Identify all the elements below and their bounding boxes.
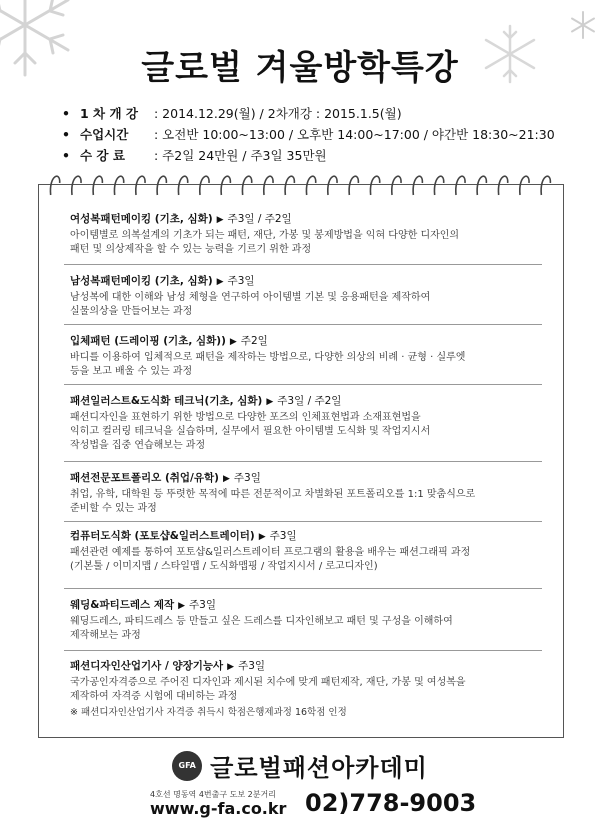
spiral-ring xyxy=(392,176,401,195)
course-desc-line: 패션관련 예제를 통하여 포토샵&일러스트레이터 프로그램의 활용을 배우는 패션그래픽 과정 xyxy=(70,547,471,558)
course-mens-pattern xyxy=(70,273,540,319)
course-draping xyxy=(70,333,540,379)
divider xyxy=(64,324,542,325)
page-title: 글로벌 겨울방학특강 xyxy=(141,48,459,88)
academy-name: 글로벌패션아카데미 xyxy=(210,754,428,782)
course-duration: 주2일 xyxy=(240,335,268,347)
spiral-ring xyxy=(50,176,59,195)
spiral-ring xyxy=(413,176,422,195)
course-desc-line: 국가공인자격증으로 주어진 디자인과 제시된 치수에 맞게 패턴제작, 재단, 가봉 및 여성복을 xyxy=(70,677,466,688)
course-name: 여성복패턴메이킹 (기초, 심화) xyxy=(70,213,213,225)
divider xyxy=(64,588,542,589)
arrow-icon: ▶ xyxy=(216,277,224,287)
course-illustration xyxy=(70,393,540,453)
spiral-ring xyxy=(434,176,443,195)
course-desc-line: 패턴 및 의상제작을 할 수 있는 능력을 기르기 위한 과정 xyxy=(70,244,312,255)
arrow-icon: ▶ xyxy=(266,397,274,407)
course-desc-line: 준비할 수 있는 과정 xyxy=(70,503,157,514)
course-duration: 주3일 xyxy=(233,472,261,484)
course-duration: 주3일 / 주2일 xyxy=(277,395,342,407)
course-desc-line: 취업, 유학, 대학원 등 뚜렷한 목적에 따른 전문적이고 차별화된 포트폴리오를 1:1 맞춤식으로 xyxy=(70,489,476,500)
spiral-ring xyxy=(349,176,358,195)
divider xyxy=(64,521,542,522)
course-duration: 주3일 xyxy=(189,599,216,611)
course-name: 웨딩&파티드레스 제작 xyxy=(70,599,175,611)
info-row-tuition xyxy=(62,146,327,164)
info-label: 수업시간 xyxy=(80,127,129,142)
course-certificate xyxy=(70,658,540,718)
course-duration: 주3일 xyxy=(227,275,255,287)
info-label: 수 강 료 xyxy=(80,148,125,163)
course-desc-line: 실물의상을 만들어보는 과정 xyxy=(70,306,193,317)
spiral-ring xyxy=(306,176,315,195)
course-name: 패션일러스트&도식화 테크닉(기초, 심화) xyxy=(70,395,263,407)
course-desc-line: 바디를 이용하여 입체적으로 패턴을 제작하는 방법으로, 다양한 의상의 비례 · 균형 · 실루엣 xyxy=(70,352,466,363)
info-row-start-date xyxy=(62,104,402,122)
gfa-logo-icon: GFA xyxy=(172,751,202,781)
course-desc-line: 제작하여 자격증 시험에 대비하는 과정 xyxy=(70,691,238,702)
spiral-ring xyxy=(498,176,507,195)
course-duration: 주3일 xyxy=(269,530,297,542)
arrow-icon: ▶ xyxy=(178,601,186,611)
spiral-ring xyxy=(285,176,294,195)
course-name: 입체패턴 (드레이핑 (기초, 심화)) xyxy=(70,335,226,347)
spiral-ring xyxy=(477,176,486,195)
info-value: : 주2일 24만원 / 주3일 35만원 xyxy=(154,148,327,163)
spiral-ring xyxy=(200,176,209,195)
bullet: • xyxy=(62,127,70,142)
spiral-ring xyxy=(370,176,379,195)
course-desc-line: 패션디자인을 표현하기 위한 방법으로 다양한 포즈의 인체표현법과 소재표현법을 xyxy=(70,412,421,423)
course-desc-line: 익히고 컬러링 테크닉을 실습하며, 실무에서 필요한 아이템별 도식화 및 작업지시서 xyxy=(70,426,431,437)
course-duration: 주3일 / 주2일 xyxy=(227,213,292,225)
course-desc-line: 아이템별로 의복설계의 기초가 되는 패턴, 재단, 가봉 및 봉제방법을 익혀 다양한 디자인의 xyxy=(70,230,460,241)
arrow-icon: ▶ xyxy=(258,532,266,542)
arrow-icon: ▶ xyxy=(216,215,224,225)
course-desc-line: 등을 보고 배울 수 있는 과정 xyxy=(70,366,193,377)
course-wedding-dress xyxy=(70,597,540,643)
arrow-icon: ▶ xyxy=(229,337,237,347)
info-row-class-time xyxy=(62,125,555,143)
spiral-ring xyxy=(328,176,337,195)
course-desc-line: 작성법을 집중 연습해보는 과정 xyxy=(70,440,206,451)
spiral-ring xyxy=(456,176,465,195)
arrow-icon: ▶ xyxy=(222,474,230,484)
snowflake-icon-small xyxy=(568,10,598,40)
info-label: 1 차 개 강 xyxy=(80,106,138,121)
course-name: 패션전문포트폴리오 (취업/유학) xyxy=(70,472,219,484)
divider xyxy=(64,461,542,462)
course-desc-line: 제작해보는 과정 xyxy=(70,630,141,641)
phone-number: 02)778-9003 xyxy=(305,789,477,817)
website-link[interactable]: www.g-fa.co.kr xyxy=(150,799,287,818)
course-desc-line: 웨딩드레스, 파티드레스 등 만들고 싶은 드레스를 디자인해보고 패턴 및 구성을 이해하여 xyxy=(70,616,453,627)
course-name: 컴퓨터도식화 (포토샵&일러스트레이터) xyxy=(70,530,255,542)
course-name: 남성복패턴메이킹 (기초, 심화) xyxy=(70,275,213,287)
spiral-ring xyxy=(520,176,529,195)
certificate-note: ※ 패션디자인산업기사 자격증 취득시 학점은행제과정 16학점 인정 xyxy=(70,707,347,718)
notebook-spiral-binding xyxy=(44,169,556,197)
address-text: 4호선 명동역 4번출구 도보 2분거리 xyxy=(150,790,276,799)
course-womens-pattern xyxy=(70,211,540,257)
spiral-ring xyxy=(221,176,230,195)
spiral-ring xyxy=(93,176,102,195)
spiral-ring xyxy=(264,176,273,195)
spiral-ring xyxy=(72,176,81,195)
bullet: • xyxy=(62,148,70,163)
course-name: 패션디자인산업기사 / 양장기능사 xyxy=(70,660,224,672)
spiral-ring xyxy=(541,176,550,195)
info-value: : 오전반 10:00~13:00 / 오후반 14:00~17:00 / 야간반 18:30~21:30 xyxy=(154,127,555,142)
spiral-ring xyxy=(114,176,123,195)
divider xyxy=(64,384,542,385)
spiral-ring xyxy=(136,176,145,195)
divider xyxy=(64,650,542,651)
course-desc-line: (기본툴 / 이미지맵 / 스타일맵 / 도식화맵핑 / 작업지시서 / 로고디자인) xyxy=(70,561,378,572)
course-desc-line: 남성복에 대한 이해와 남성 체형을 연구하여 아이템별 기본 및 응용패턴을 제작하여 xyxy=(70,292,431,303)
divider xyxy=(64,264,542,265)
course-portfolio xyxy=(70,470,540,516)
spiral-ring xyxy=(242,176,251,195)
academy-logo-row xyxy=(0,748,600,783)
bullet: • xyxy=(62,106,70,121)
spiral-ring xyxy=(178,176,187,195)
spiral-ring xyxy=(157,176,166,195)
arrow-icon: ▶ xyxy=(227,662,235,672)
course-computer-drawing xyxy=(70,528,540,574)
course-duration: 주3일 xyxy=(238,660,266,672)
info-value: : 2014.12.29(월) / 2차개강 : 2015.1.5(월) xyxy=(154,106,402,121)
